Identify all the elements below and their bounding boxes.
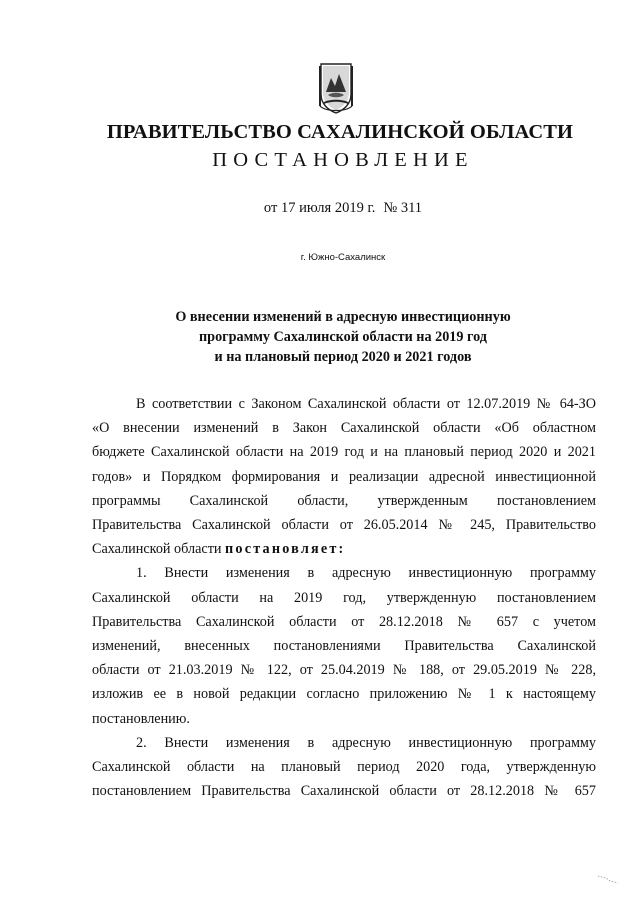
scan-artifact-mark [596,872,622,888]
document-city: г. Южно-Сахалинск [300,252,386,263]
text-line: 2. Внести изменения в адресную инвестиционную программу [136,734,596,751]
subject-line: и на плановый период 2020 и 2021 годов [214,349,472,365]
sakhalin-coat-of-arms-icon [318,62,354,114]
document-subject [0,307,640,367]
text-line: постановлению. [92,710,190,727]
paragraph-item-2 [92,731,596,804]
text-line: изменений, внесенных постановлениями Правительства Сахалинской [92,638,596,655]
text-line: Сахалинской области на 2019 год, утвержденную постановлением [92,589,596,606]
text-line: бюджете Сахалинской области на 2019 год и на плановый период 2020 и 2021 [92,444,596,461]
text-line: «О внесении изменений в Закон Сахалинской области «Об областном [92,420,596,437]
document-date: от 17 июля 2019 г. [263,200,376,216]
subject-line: О внесении изменений в адресную инвестиционную [175,309,511,325]
document-body [92,392,596,803]
text-fragment: Сахалинской области [92,541,226,558]
text-line: Правительства Сахалинской области от 28.12.2018 № 657 с учетом [92,613,596,630]
text-line: области от 21.03.2019 № 122, от 25.04.2019 № 188, от 29.05.2019 № 228, [92,662,596,679]
text-line: изложив ее в новой редакции согласно приложению № 1 к настоящему [92,686,596,703]
text-line: Правительства Сахалинской области от 26.05.2014 № 245, Правительство [92,517,596,534]
paragraph-item-1 [92,561,596,730]
text-line: В соответствии с Законом Сахалинской области от 12.07.2019 № 64-ЗО [136,396,596,412]
text-line: Сахалинской области на плановый период 2020 года, утвержденную [92,759,596,776]
document-type-title: ПОСТАНОВЛЕНИЕ [212,149,474,171]
text-line: постановлением Правительства Сахалинской области от 28.12.2018 № 657 [92,783,596,800]
government-title: ПРАВИТЕЛЬСТВО САХАЛИНСКОЙ ОБЛАСТИ [106,121,574,143]
document-date-line [0,200,640,217]
document-number: № 311 [383,200,423,216]
subject-line: программу Сахалинской области на 2019 год [199,329,487,345]
text-line: годов» и Порядком формирования и реализации адресной инвестиционной [92,468,596,485]
text-line: программы Сахалинской области, утвержденным постановлением [92,492,596,509]
resolution-keyword: постановляет: [225,541,346,558]
paragraph-preamble [92,392,596,561]
text-line [92,537,596,561]
text-line: 1. Внести изменения в адресную инвестиционную программу [136,565,596,582]
